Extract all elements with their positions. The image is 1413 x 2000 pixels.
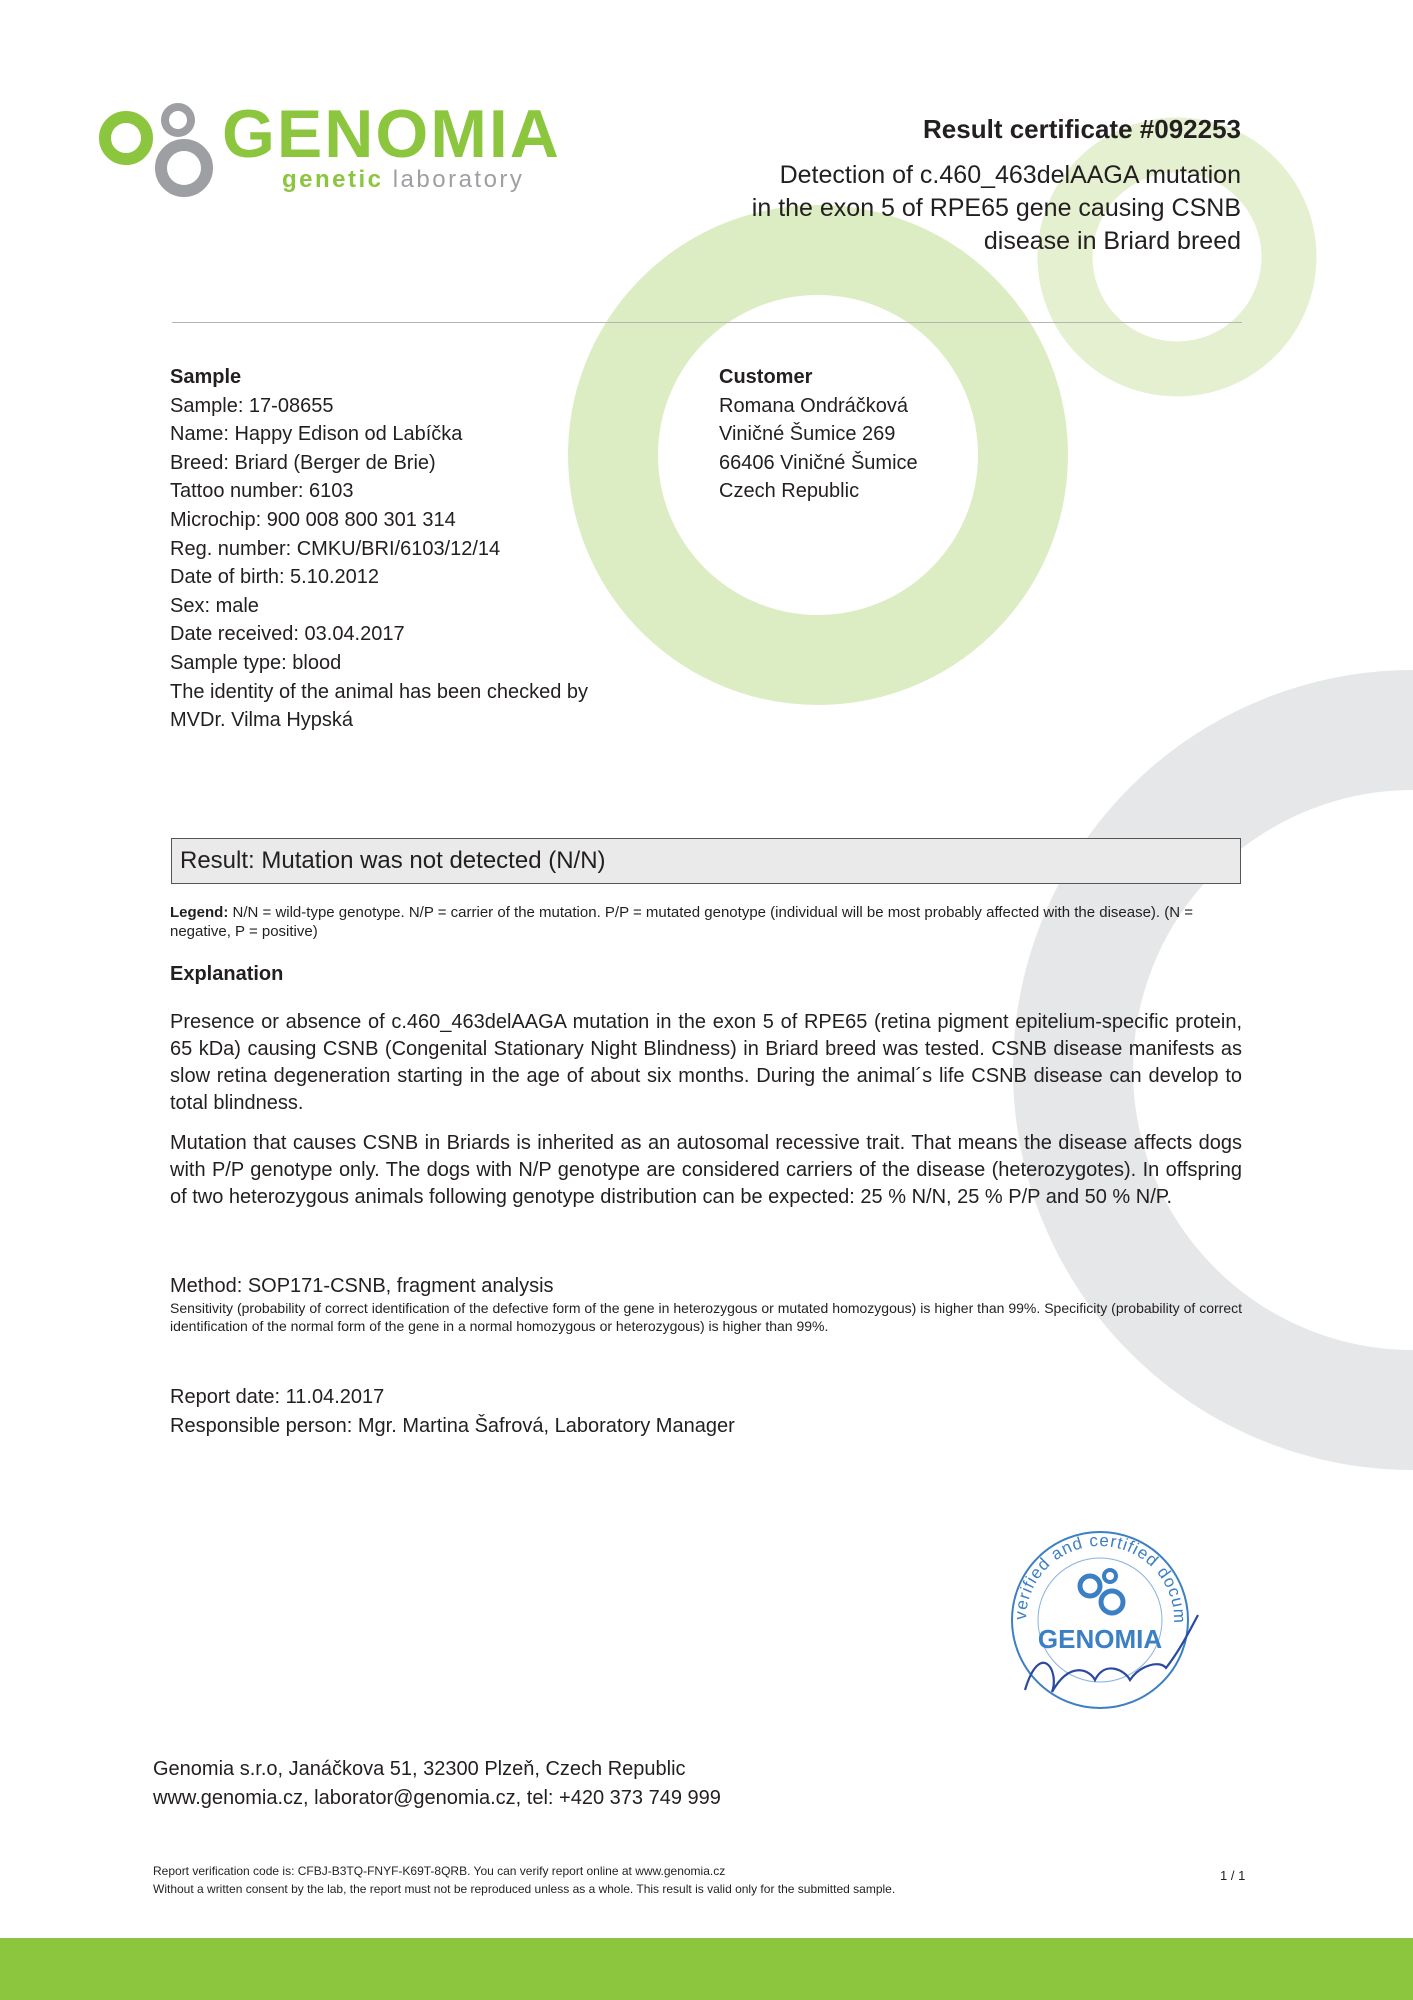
certificate-header bbox=[681, 114, 1241, 258]
method-title: Method: SOP171-CSNB, fragment analysis bbox=[170, 1275, 554, 1297]
result-box: Result: Mutation was not detected (N/N) bbox=[171, 838, 1241, 884]
customer-city: 66406 Viničné Šumice bbox=[719, 451, 918, 474]
footer-notes bbox=[153, 1862, 1153, 1898]
report-date: Report date: 11.04.2017 bbox=[170, 1386, 385, 1408]
consent-note: Without a written consent by the lab, the report must not be reproduced unless as a whole. This result is valid only for the submitted sample. bbox=[153, 1882, 896, 1896]
method-note: Sensitivity (probability of correct identification of the defective form of the gene in heterozygous or mutated homozygous) is higher than 99%. Specificity (probability of correct identification of the normal form of the gene in a normal homozygous or heterozygous) is higher than 99%. bbox=[170, 1300, 1242, 1334]
stamp-seal-icon bbox=[990, 1520, 1210, 1720]
lab-contacts: www.genomia.cz, laborator@genomia.cz, tel: +420 373 749 999 bbox=[153, 1787, 721, 1809]
legend bbox=[170, 903, 1242, 941]
certificate-description-line: Detection of c.460_463delAAGA mutation bbox=[779, 161, 1241, 190]
logo-wordmark: GENOMIA bbox=[222, 96, 561, 172]
sample-breed: Breed: Briard (Berger de Brie) bbox=[170, 451, 436, 474]
lab-postal-address: Genomia s.r.o, Janáčkova 51, 32300 Plzeň, Czech Republic bbox=[153, 1758, 686, 1780]
logo-tagline-laboratory: laboratory bbox=[392, 166, 525, 193]
sample-sex: Sex: male bbox=[170, 594, 259, 617]
explanation-paragraph: Mutation that causes CSNB in Briards is inherited as an autosomal recessive trait. That means the disease affects dogs with P/P genotype only. The dogs with N/P genotype are considered carriers of the disease (heterozygotes). In offspring of two heterozygous animals following genotype distribution can be expected: 25 % N/N, 25 % P/P and 50 % N/P. bbox=[170, 1132, 1242, 1208]
sample-identity-check: The identity of the animal has been checked by bbox=[170, 680, 589, 703]
explanation-paragraph: Presence or absence of c.460_463delAAGA mutation in the exon 5 of RPE65 (retina pigment epitelium-specific protein, 65 kDa) causing CSNB (Congenital Stationary Night Blindness) in Briard breed was tested. CSNB disease manifests as slow retina degeneration starting in the age of about six months. During the animal´s life CSNB disease can develop to total blindness. bbox=[170, 1011, 1242, 1114]
certification-stamp bbox=[990, 1520, 1210, 1720]
legend-label: Legend: bbox=[170, 904, 229, 921]
report-info bbox=[170, 1383, 1070, 1441]
logo-tagline bbox=[282, 168, 524, 192]
sample-heading: Sample bbox=[170, 366, 242, 388]
footer-green-bar bbox=[0, 1938, 1413, 2000]
sample-name: Name: Happy Edison od Labíčka bbox=[170, 423, 463, 446]
sample-tattoo: Tattoo number: 6103 bbox=[170, 480, 354, 503]
method-section bbox=[170, 1273, 1242, 1335]
explanation-heading: Explanation bbox=[170, 963, 284, 985]
svg-text:verified and certified documen bbox=[990, 1520, 1189, 1624]
sample-identity-checker: MVDr. Vilma Hypská bbox=[170, 709, 354, 732]
lab-address bbox=[153, 1755, 1053, 1813]
page-number: 1 / 1 bbox=[1220, 1868, 1246, 1883]
sample-date-received: Date received: 03.04.2017 bbox=[170, 623, 405, 646]
responsible-person: Responsible person: Mgr. Martina Šafrová, Laboratory Manager bbox=[170, 1415, 735, 1437]
certificate-description bbox=[681, 159, 1241, 258]
certificate-description-line: disease in Briard breed bbox=[983, 227, 1241, 256]
certificate-description-line: in the exon 5 of RPE65 gene causing CSNB bbox=[751, 194, 1241, 223]
sample-reg-number: Reg. number: CMKU/BRI/6103/12/14 bbox=[170, 537, 501, 560]
customer-country: Czech Republic bbox=[719, 480, 860, 503]
customer-street: Viničné Šumice 269 bbox=[719, 423, 896, 446]
certificate-title: Result certificate #092253 bbox=[923, 114, 1241, 144]
explanation-body bbox=[170, 1009, 1242, 1224]
sample-section bbox=[170, 363, 730, 735]
sample-date-of-birth: Date of birth: 5.10.2012 bbox=[170, 566, 380, 589]
logo-tagline-genetic: genetic bbox=[282, 166, 384, 193]
verification-code: Report verification code is: CFBJ-B3TQ-FNYF-K69T-8QRB. You can verify report online at www.genomia.cz bbox=[153, 1864, 726, 1878]
logo-circles-icon bbox=[96, 98, 226, 208]
legend-text: N/N = wild-type genotype. N/P = carrier of the mutation. P/P = mutated genotype (individual will be most probably affected with the disease). (N = negative, P = positive) bbox=[170, 904, 1194, 940]
customer-section bbox=[719, 363, 1139, 506]
sample-type: Sample type: blood bbox=[170, 651, 342, 674]
stamp-name: GENOMIA bbox=[1037, 1624, 1163, 1654]
genomia-logo bbox=[96, 98, 616, 208]
header-divider bbox=[172, 322, 1242, 323]
sample-microchip: Microchip: 900 008 800 301 314 bbox=[170, 508, 456, 531]
stamp-ring-text: verified and certified docum bbox=[1010, 1530, 1190, 1625]
customer-heading: Customer bbox=[719, 366, 813, 388]
customer-name: Romana Ondráčková bbox=[719, 394, 908, 417]
sample-id: Sample: 17-08655 bbox=[170, 394, 334, 417]
